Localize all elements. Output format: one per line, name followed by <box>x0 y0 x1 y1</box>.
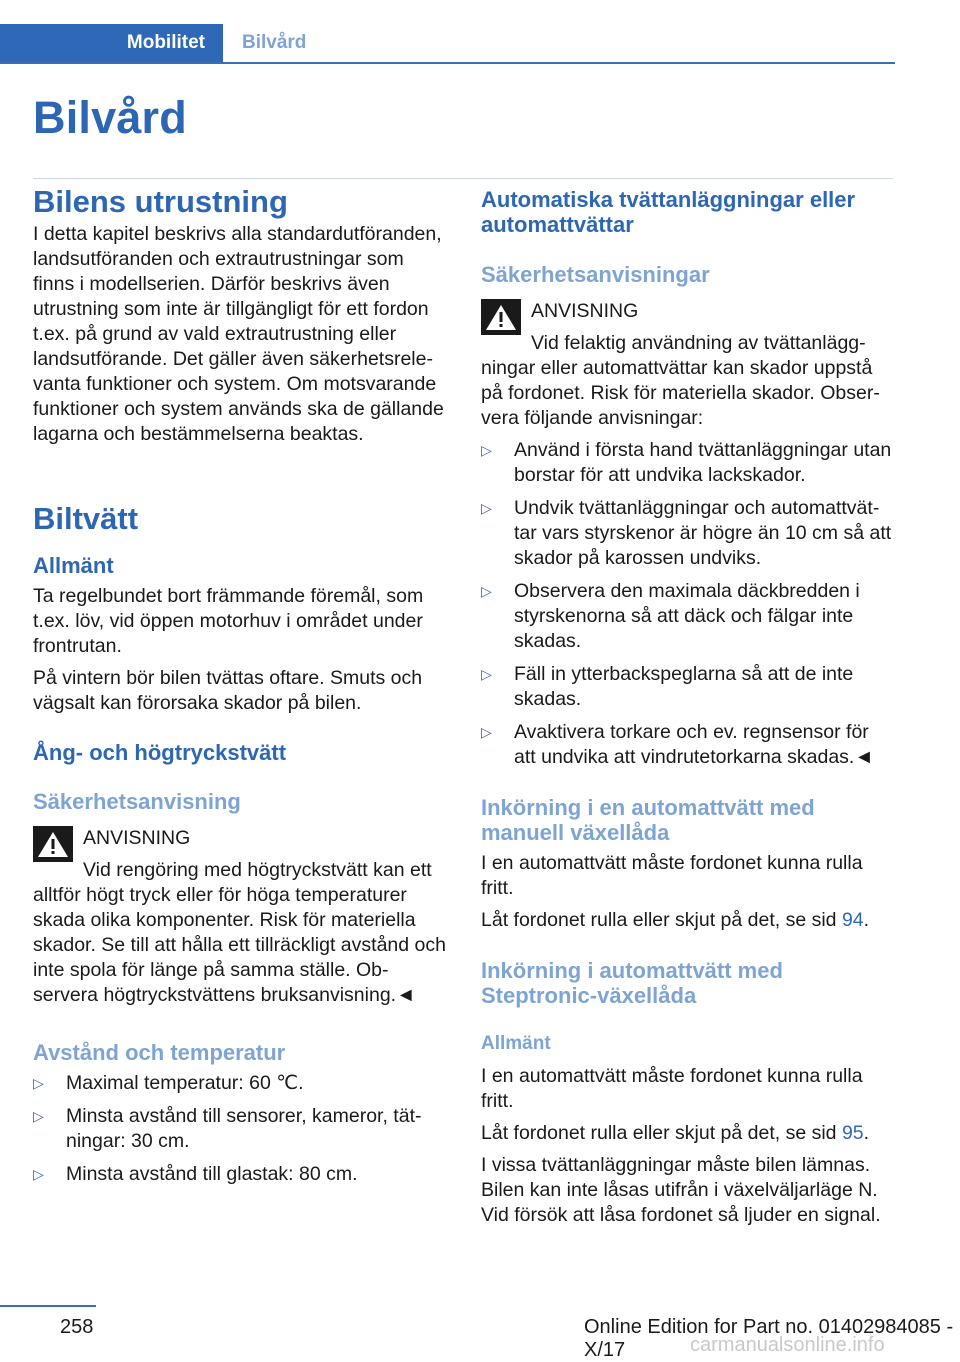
title-divider <box>33 178 893 179</box>
warning-notice <box>481 299 895 431</box>
watermark: carmanualsonline.info <box>690 1334 885 1356</box>
subheading-sakerhetsanvisningar: Säkerhetsanvisningar <box>481 262 710 287</box>
edition-text: Online Edition for Part no. 01402984085 - X/17 <box>584 1316 954 1361</box>
section-title-automattvattar: Automatiska tvättanläggningar eller automattvättar <box>481 187 856 237</box>
subheading-ang-hogtryck: Ång- och högtryckstvätt <box>33 740 287 765</box>
warning-notice <box>33 826 447 1008</box>
triangle-bullet-icon: ▷ <box>33 1166 44 1182</box>
triangle-bullet-icon: ▷ <box>481 724 492 740</box>
page-link-94[interactable]: 94 <box>841 909 864 931</box>
subheading-allmant-steptronic: Allmänt <box>481 1033 551 1054</box>
warning-label: ANVISNING <box>83 827 191 849</box>
list-item: ▷ Maximal temperatur: 60 ℃. <box>33 1072 304 1094</box>
subheading-avstand-temperatur: Avstånd och temperatur <box>33 1040 286 1065</box>
paragraph-steptronic-1: I en automattvätt måste fordonet kunna rulla fritt. <box>481 1065 863 1112</box>
bullet-list-tvatt <box>481 438 895 770</box>
triangle-bullet-icon: ▷ <box>481 666 492 682</box>
subheading-allmant: Allmänt <box>33 553 114 578</box>
list-item: ▷ Fäll in ytterbackspeglarna så att de inte skadas. <box>481 663 854 710</box>
list-item: ▷ Använd i första hand tvättanläggningar utan borstar för att undvika lackskador. <box>481 439 892 486</box>
paragraph-allmant-1: Ta regelbundet bort främmande föremål, som t.ex. löv, vid öppen motorhuv i området under frontrutan. <box>33 585 424 657</box>
page-link-95[interactable]: 95 <box>841 1122 864 1144</box>
page-title: Bilvård <box>33 92 187 143</box>
triangle-bullet-icon: ▷ <box>33 1075 44 1091</box>
paragraph-manuell-2: Låt fordonet rulla eller skjut på det, se sid 94. <box>481 909 870 931</box>
paragraph-manuell-1: I en automattvätt måste fordonet kunna rulla fritt. <box>481 852 863 899</box>
section-title-biltvatt: Biltvätt <box>33 501 139 536</box>
list-item: ▷ Observera den maximala däckbredden i styrskenorna så att däck och fälgar inte skadas. <box>481 580 860 652</box>
paragraph-utrustning: I detta kapitel beskrivs alla standardutföranden, landsutföranden och extrautrustningar som finns i modellserien. Därför beskrivs även utrustning som inte är tillgängligt för ett fordon t.ex. på grund av vald extrautrustning eller landsutförande. Det gäller även säkerhetsrelevanta funktioner och system. Om motsvarande funktioner och system används ska de gällande lagarna och bestämmelserna beaktas. <box>33 223 444 445</box>
footer-rule <box>0 1305 96 1307</box>
list-item: ▷ Minsta avstånd till sensorer, kameror, tätningar: 30 cm. <box>33 1105 422 1152</box>
triangle-bullet-icon: ▷ <box>481 442 492 458</box>
right-column <box>481 182 895 1228</box>
left-column <box>33 182 447 1187</box>
list-item: ▷ Minsta avstånd till glastak: 80 cm. <box>33 1163 358 1185</box>
warning-label: ANVISNING <box>531 300 639 322</box>
page-number: 258 <box>60 1316 94 1338</box>
subheading-steptronic: Inkörning i automattvätt med Steptronic-växellåda <box>481 958 783 1008</box>
subheading-manuell-vaxellada: Inkörning i en automattvätt med manuell växellåda <box>481 795 815 845</box>
subheading-sakerhetsanvisning: Säkerhetsanvisning <box>33 789 241 814</box>
list-item: ▷ Avaktivera torkare och ev. regnsensor för att undvika att vindrutetorkarna skadas.◄ <box>481 721 874 768</box>
tab-mobilitet[interactable]: Mobilitet <box>0 24 223 62</box>
triangle-bullet-icon: ▷ <box>33 1108 44 1124</box>
paragraph-steptronic-3: I vissa tvättanläggningar måste bilen lämnas. Bilen kan inte låsas utifrån i växelväljarläge N. Vid försök att låsa fordonet så ljuder en signal. <box>481 1154 881 1226</box>
warning-triangle-icon <box>33 826 73 862</box>
triangle-bullet-icon: ▷ <box>481 583 492 599</box>
section-title-bilens-utrustning: Bilens utrustning <box>33 184 288 219</box>
warning-text: Vid felaktig användning av tvättanläggningar eller automattvättar kan skador uppstå på fordonet. Risk för materiella skador. Observera följande anvisningar: <box>481 332 880 429</box>
warning-text: Vid rengöring med högtryckstvätt kan ett alltför högt tryck eller för höga temperaturer skada olika komponenter. Risk för materiella skador. Se till att hålla ett tillräckligt avstånd och inte spola för länge på samma ställe. Observera högtryckstvättens bruksanvisning.◄ <box>33 859 446 1006</box>
tab-bilvard[interactable]: Bilvård <box>242 32 307 53</box>
list-item: ▷ Undvik tvättanläggningar och automattvättar vars styrskenor är högre än 10 cm så att skador på karossen undviks. <box>481 497 892 569</box>
warning-triangle-icon <box>481 299 521 335</box>
paragraph-steptronic-2: Låt fordonet rulla eller skjut på det, se sid 95. <box>481 1122 870 1144</box>
bullet-list-avstand <box>33 1071 447 1187</box>
paragraph-allmant-2: På vintern bör bilen tvättas oftare. Smuts och vägsalt kan förorsaka skador på bilen. <box>33 667 423 714</box>
header-tabbar <box>0 24 895 64</box>
triangle-bullet-icon: ▷ <box>481 500 492 516</box>
